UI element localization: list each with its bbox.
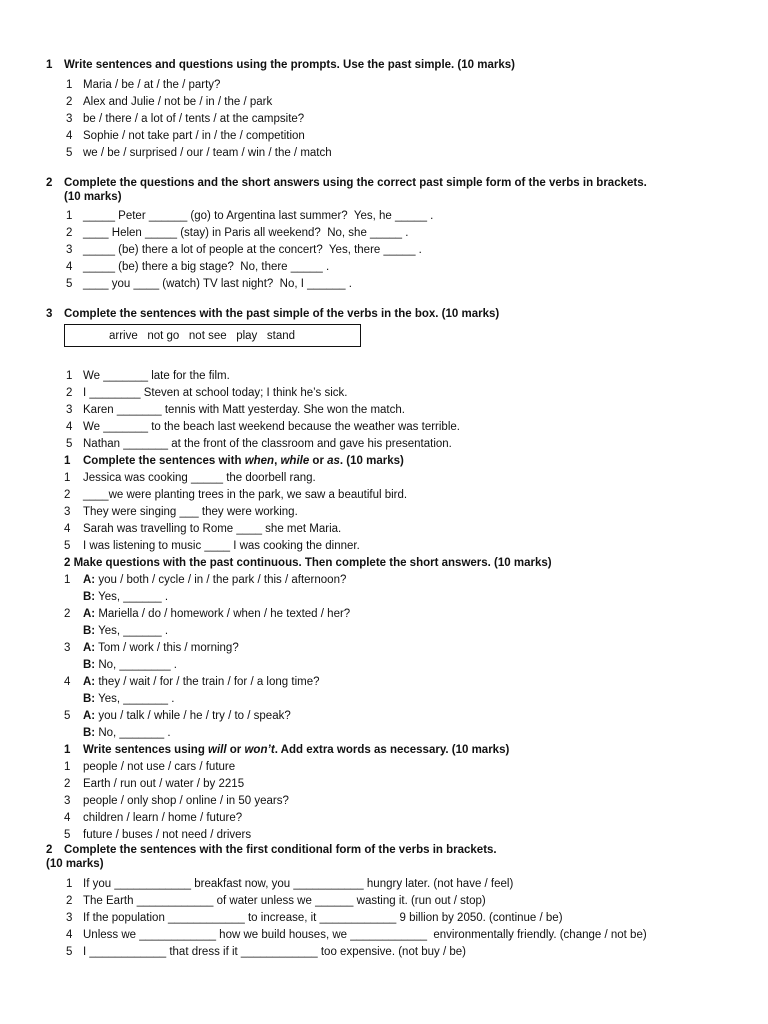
ex4-title-or: or [309,455,328,467]
speaker-a-label: A: [83,710,96,722]
ex3-item-text: Nathan _______ at the front of the classroom and gave his presentation. [83,438,452,450]
ex5-item-answer [83,589,168,605]
ex1-item-number: 1 [66,79,73,91]
ex4-title [83,453,404,469]
ex6-title-end: . Add extra words as necessary. (10 marks) [274,744,510,756]
speaker-a-label: A: [83,608,96,620]
ex6-item-text: Earth / run out / water / by 2215 [83,778,245,790]
ex2-item-number: 2 [66,227,73,239]
ex5-answer-text: No, _______ . [95,727,171,739]
ex5-item-question [83,708,291,724]
ex4-item-text: Sarah was travelling to Rome ____ she met Maria. [83,523,342,535]
ex6-item-text: future / buses / not need / drivers [83,829,252,841]
ex5-answer-text: Yes, ______ . [95,591,169,603]
ex4-item-text: I was listening to music ____ I was cooking the dinner. [83,540,360,552]
ex1-item-text: be / there / a lot of / tents / at the campsite? [83,113,305,125]
ex2-item-number: 1 [66,210,73,222]
ex2-item-number: 5 [66,278,73,290]
ex2-item-text: ____ you ____ (watch) TV last night? No, I ______ . [83,278,352,290]
ex1-item-number: 3 [66,113,73,125]
ex7-item-number: 1 [66,878,73,890]
ex1-number: 1 [46,59,53,71]
ex6-title-wont: won’t [244,744,275,756]
ex5-item-question [83,640,239,656]
ex5-title: 2 Make questions with the past continuous. Then complete the short answers. (10 marks) [64,557,552,569]
ex5-question-text: Tom / work / this / morning? [95,642,239,654]
speaker-b-label: B: [83,693,96,705]
ex4-item-number: 4 [64,523,71,535]
ex7-title-marks: (10 marks) [46,858,104,870]
ex4-item-text: They were singing ___ they were working. [83,506,298,518]
ex7-item-text: If you ____________ breakfast now, you ___________ hungry later. (not have / feel) [83,878,514,890]
ex7-number: 2 [46,844,53,856]
ex5-item-question [83,572,346,588]
ex2-item-text: _____ (be) there a lot of people at the concert? Yes, there _____ . [83,244,422,256]
ex3-item-text: We _______ to the beach last weekend because the weather was terrible. [83,421,460,433]
ex5-item-number: 5 [64,710,71,722]
ex3-title: Complete the sentences with the past simple of the verbs in the box. (10 marks) [64,308,500,320]
ex4-number: 1 [64,455,71,467]
ex7-item-text: Unless we ____________ how we build houses, we ____________ environmentally friendly. (change / not be) [83,929,647,941]
ex5-question-text: you / talk / while / he / try / to / speak? [95,710,291,722]
ex4-item-text: ____we were planting trees in the park, we saw a beautiful bird. [83,489,408,501]
ex4-item-number: 3 [64,506,71,518]
ex5-answer-text: No, ________ . [95,659,177,671]
ex5-answer-text: Yes, ______ . [95,625,169,637]
ex4-title-while: while [280,455,310,467]
ex1-title: Write sentences and questions using the prompts. Use the past simple. (10 marks) [64,59,515,71]
ex7-item-text: I ____________ that dress if it ____________ too expensive. (not buy / be) [83,946,466,958]
ex5-item-question [83,606,350,622]
ex4-item-number: 1 [64,472,71,484]
ex6-number: 1 [64,744,71,756]
ex3-item-text: I ________ Steven at school today; I think he’s sick. [83,387,348,399]
ex1-item-text: Maria / be / at / the / party? [83,79,221,91]
ex2-item-text: _____ Peter ______ (go) to Argentina last summer? Yes, he _____ . [83,210,434,222]
ex3-item-number: 3 [66,404,73,416]
word-box-words: arrive not go not see play stand [109,330,296,342]
ex5-item-answer [83,691,174,707]
ex4-title-comma: , [274,455,281,467]
speaker-b-label: B: [83,659,96,671]
ex1-item-number: 5 [66,147,73,159]
ex2-title: Complete the questions and the short answers using the correct past simple form of the verbs in brackets. [64,177,647,189]
word-box [64,324,361,347]
ex3-number: 3 [46,308,53,320]
ex7-item-text: The Earth ____________ of water unless we ______ wasting it. (run out / stop) [83,895,486,907]
ex6-item-text: people / not use / cars / future [83,761,236,773]
ex6-title-will: will [208,744,227,756]
ex3-item-number: 4 [66,421,73,433]
ex6-title-start: Write sentences using [83,744,209,756]
speaker-a-label: A: [83,642,96,654]
speaker-b-label: B: [83,727,96,739]
speaker-a-label: A: [83,574,96,586]
ex6-item-number: 5 [64,829,71,841]
ex5-item-number: 2 [64,608,71,620]
ex2-item-text: ____ Helen _____ (stay) in Paris all weekend? No, she _____ . [83,227,409,239]
ex6-title-or: or [226,744,245,756]
ex4-title-as: as [327,455,340,467]
ex5-item-number: 3 [64,642,71,654]
ex5-item-answer [83,623,168,639]
ex5-item-number: 1 [64,574,71,586]
ex6-item-text: children / learn / home / future? [83,812,243,824]
ex7-item-number: 2 [66,895,73,907]
ex3-item-text: We _______ late for the film. [83,370,230,382]
ex5-item-number: 4 [64,676,71,688]
ex1-item-number: 2 [66,96,73,108]
ex2-item-number: 3 [66,244,73,256]
ex6-item-number: 2 [64,778,71,790]
ex5-question-text: you / both / cycle / in / the park / this / afternoon? [95,574,347,586]
ex2-title-marks: (10 marks) [64,191,122,203]
ex6-item-text: people / only shop / online / in 50 years? [83,795,289,807]
ex2-item-text: _____ (be) there a big stage? No, there _____ . [83,261,330,273]
ex7-item-number: 4 [66,929,73,941]
ex1-item-text: Sophie / not take part / in / the / competition [83,130,305,142]
ex4-item-text: Jessica was cooking _____ the doorbell rang. [83,472,316,484]
ex5-item-answer [83,657,177,673]
ex3-item-number: 2 [66,387,73,399]
ex3-item-text: Karen _______ tennis with Matt yesterday. She won the match. [83,404,405,416]
ex7-item-text: If the population ____________ to increase, it ____________ 9 billion by 2050. (continue / be) [83,912,563,924]
speaker-a-label: A: [83,676,96,688]
ex5-answer-text: Yes, _______ . [95,693,175,705]
ex3-item-number: 1 [66,370,73,382]
ex4-title-start: Complete the sentences with [83,455,245,467]
ex4-item-number: 5 [64,540,71,552]
ex1-item-number: 4 [66,130,73,142]
ex7-item-number: 3 [66,912,73,924]
ex5-question-text: they / wait / for / the train / for / a long time? [95,676,320,688]
ex1-item-text: Alex and Julie / not be / in / the / park [83,96,273,108]
ex4-item-number: 2 [64,489,71,501]
ex6-title [83,742,509,758]
ex2-number: 2 [46,177,53,189]
speaker-b-label: B: [83,625,96,637]
ex7-item-number: 5 [66,946,73,958]
ex4-title-end: . (10 marks) [339,455,404,467]
ex5-item-answer [83,725,171,741]
speaker-b-label: B: [83,591,96,603]
ex6-item-number: 3 [64,795,71,807]
ex5-item-question [83,674,320,690]
ex5-question-text: Mariella / do / homework / when / he texted / her? [95,608,351,620]
ex1-item-text: we / be / surprised / our / team / win / the / match [83,147,332,159]
ex6-item-number: 4 [64,812,71,824]
ex2-item-number: 4 [66,261,73,273]
ex4-title-when: when [244,455,275,467]
ex3-item-number: 5 [66,438,73,450]
ex7-title: Complete the sentences with the first conditional form of the verbs in brackets. [64,844,497,856]
ex6-item-number: 1 [64,761,71,773]
